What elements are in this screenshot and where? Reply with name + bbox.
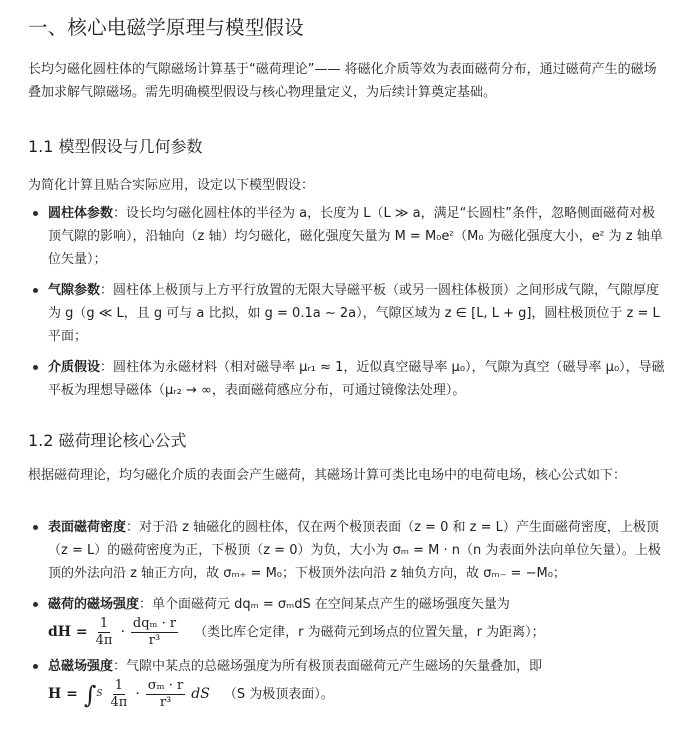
item-term: 磁荷的磁场强度 bbox=[48, 597, 140, 612]
fraction bbox=[146, 678, 185, 711]
formula-note: （类比库仑定律，r 为磁荷元到场点的位置矢量，r 为距离）； bbox=[194, 625, 545, 640]
item-text: ：单个面磁荷元 dqₘ = σₘdS 在空间某点产生的磁场强度矢量为 bbox=[139, 597, 510, 612]
item-term: 圆柱体参数 bbox=[48, 206, 114, 221]
item-text: ：气隙中某点的总磁场强度为所有极顶表面磁荷元产生磁场的矢量叠加，即 bbox=[113, 659, 543, 674]
list-item-medium bbox=[28, 356, 668, 402]
list-item-airgap bbox=[28, 279, 668, 348]
dot-operator: · bbox=[135, 686, 140, 702]
item-text: ：圆柱体为永磁材料（相对磁导率 μᵣ₁ ≈ 1，近似真空磁导率 μ₀），气隙为真空（磁导率 μ₀），导磁平板为理想导磁体（μᵣ₂ → ∞，表面磁荷感应分布，可通过镜像法处理）。 bbox=[48, 360, 665, 398]
fraction bbox=[94, 616, 115, 649]
formula-lhs: H = bbox=[48, 686, 78, 702]
item-term: 总磁场强度 bbox=[48, 659, 114, 674]
fraction-numerator: 1 bbox=[114, 678, 124, 693]
fraction bbox=[131, 616, 178, 649]
integral-sign: ∫ bbox=[83, 680, 97, 709]
item-text: ：设长均匀磁化圆柱体的半径为 a，长度为 L（L ≫ a，满足“长圆柱”条件，忽略侧面磁荷对极顶气隙的影响），沿轴向（z 轴）均匀磁化，磁化强度矢量为 M = M₀eᶻ（M₀ 为磁化强度大小，eᶻ 为 z 轴单位矢量）； bbox=[48, 206, 663, 267]
assumption-list bbox=[28, 202, 668, 402]
fraction-numerator: σₘ · r bbox=[147, 678, 184, 693]
dot-operator: · bbox=[120, 624, 125, 640]
list-item-total-field bbox=[28, 655, 668, 711]
formula-lhs: dH = bbox=[48, 624, 88, 640]
bullet-dot bbox=[33, 288, 38, 293]
bullet-dot bbox=[33, 365, 38, 370]
fraction-denominator: r³ bbox=[159, 695, 172, 710]
fraction bbox=[109, 678, 130, 711]
subsection-2-title: 1.2 磁荷理论核心公式 bbox=[28, 431, 187, 450]
bullet-dot bbox=[33, 525, 38, 530]
formula-list bbox=[28, 516, 668, 711]
fraction-numerator: 1 bbox=[99, 616, 109, 631]
formula-h bbox=[48, 678, 668, 711]
formula-tail: dS bbox=[191, 686, 210, 702]
fraction-denominator: 4π bbox=[110, 695, 128, 710]
fraction-denominator: 4π bbox=[95, 633, 113, 648]
intro-paragraph: 长均匀磁化圆柱体的气隙磁场计算基于“磁荷理论”—— 将磁化介质等效为表面磁荷分布，通过磁荷产生的磁场叠加求解气隙磁场。需先明确模型假设与核心物理量定义，为后续计算奠定基础。 bbox=[28, 62, 657, 100]
item-text: ：对于沿 z 轴磁化的圆柱体，仅在两个极顶表面（z = 0 和 z = L）产生面磁荷密度，上极顶（z = L）的磁荷密度为正，下极顶（z = 0）为负，大小为 σₘ = M · n（n 为表面外法向单位矢量）。上极顶的外法向沿 z 轴正方向，故 σₘ₊ = M₀；下极顶外法向沿 z 轴负方向，故 σₘ₋ = −M₀； bbox=[48, 520, 661, 581]
subsection-1-title: 1.1 模型假设与几何参数 bbox=[28, 137, 203, 156]
bullet-dot bbox=[33, 211, 38, 216]
item-term: 表面磁荷密度 bbox=[48, 520, 127, 535]
subsection-1-lead: 为简化计算且贴合实际应用，设定以下模型假设： bbox=[28, 178, 315, 193]
section-title: 一、核心电磁学原理与模型假设 bbox=[28, 16, 304, 39]
formula-dh bbox=[48, 616, 668, 649]
list-item-cylinder bbox=[28, 202, 668, 271]
fraction-numerator: dqₘ · r bbox=[132, 616, 177, 631]
list-item-surface-charge bbox=[28, 516, 668, 585]
item-text: ：圆柱体上极顶与上方平行放置的无限大导磁平板（或另一圆柱体极顶）之间形成气隙，气隙厚度为 g（g ≪ L，且 g 可与 a 比拟，如 g = 0.1a ∼ 2a），气隙区域为 z ∈ [L, L + g]，圆柱极顶位于 z = L 平面； bbox=[48, 283, 660, 344]
bullet-dot bbox=[33, 602, 38, 607]
item-term: 气隙参数 bbox=[48, 283, 101, 298]
integral-subscript: S bbox=[96, 689, 103, 699]
list-item-charge-field bbox=[28, 593, 668, 649]
fraction-denominator: r³ bbox=[148, 633, 161, 648]
bullet-dot bbox=[33, 664, 38, 669]
subsection-2-lead: 根据磁荷理论，均匀磁化介质的表面会产生磁荷，其磁场计算可类比电场中的电荷电场，核心公式如下： bbox=[28, 468, 627, 483]
formula-note: （S 为极顶表面）。 bbox=[223, 687, 334, 702]
item-term: 介质假设 bbox=[48, 360, 101, 375]
